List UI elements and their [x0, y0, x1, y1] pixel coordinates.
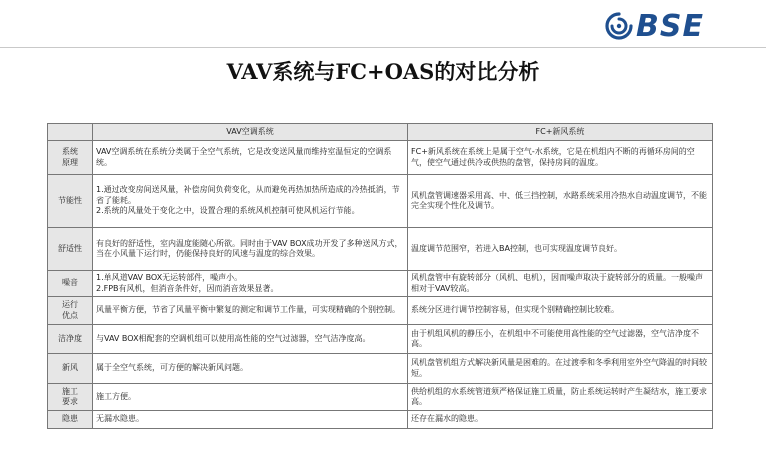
table-row [48, 325, 713, 354]
row-category: 隐患 [48, 411, 93, 429]
logo-text: BSE [636, 8, 704, 44]
table-row [48, 141, 713, 175]
row-fc: FC+新风系统在系统上是属于空气-水系统，它是在机组内不断的再循环房间的空气，使空气通过供冷或供热的盘管，保持房间的温度。 [408, 141, 713, 175]
table-row [48, 384, 713, 411]
row-fc: 供给机组的水系统管道须严格保证施工质量，防止系统运转时产生凝结水，施工要求高。 [408, 384, 713, 411]
bse-swirl-icon [604, 11, 634, 41]
row-vav: 有良好的舒适性，室内温度能随心所欲。同时由于VAV BOX成功开发了多种送风方式，当在小风量下运行时，仍能保持良好的风速与温度的综合效果。 [93, 228, 408, 271]
table-row [48, 411, 713, 429]
header-divider [0, 47, 766, 48]
row-category: 节能性 [48, 175, 93, 228]
row-vav: 无漏水隐患。 [93, 411, 408, 429]
row-vav: 1.单风道VAV BOX无运转部件，噪声小。 2.FPB有风机，但消音条件好，因而消音效果显著。 [93, 271, 408, 297]
row-vav: 1.通过改变房间送风量，补偿房间负荷变化，从而避免再热加热所造成的冷热抵消，节省了能耗。 2.系统的风量处于变化之中，设置合理的系统风机控制可使风机运行节能。 [93, 175, 408, 228]
row-fc: 风机盘管机组方式解决新风量是困难的。在过渡季和冬季利用室外空气降温的时间较短。 [408, 354, 713, 384]
row-vav: 属于全空气系统，可方便的解决新风问题。 [93, 354, 408, 384]
table-row [48, 354, 713, 384]
table-row [48, 297, 713, 325]
row-vav: 与VAV BOX相配套的空调机组可以使用高性能的空气过滤器，空气洁净度高。 [93, 325, 408, 354]
row-vav: 施工方便。 [93, 384, 408, 411]
table-row [48, 175, 713, 228]
row-fc: 还存在漏水的隐患。 [408, 411, 713, 429]
header-vav: VAV空调系统 [93, 124, 408, 141]
row-fc: 系统分区进行调节控制容易，但实现个别精确控制比较难。 [408, 297, 713, 325]
header-category [48, 124, 93, 141]
row-fc: 风机盘管调速器采用高、中、低三挡控制，水路系统采用冷热水自动温度调节，不能完全实现个性化及调节。 [408, 175, 713, 228]
row-fc: 风机盘管中有旋转部分（风机、电机），因而噪声取决于旋转部分的质量。一般噪声相对于VAV较高。 [408, 271, 713, 297]
row-category: 运行 优点 [48, 297, 93, 325]
row-fc: 由于机组风机的静压小，在机组中不可能使用高性能的空气过滤器，空气洁净度不高。 [408, 325, 713, 354]
comparison-table [47, 123, 713, 429]
table-row [48, 228, 713, 271]
row-category: 施工 要求 [48, 384, 93, 411]
table-header-row [48, 124, 713, 141]
row-vav: VAV空调系统在系统分类属于全空气系统，它是改变送风量而维持室温恒定的空调系统。 [93, 141, 408, 175]
row-category: 新风 [48, 354, 93, 384]
header-fc: FC+新风系统 [408, 124, 713, 141]
table-row [48, 271, 713, 297]
row-category: 系统 原理 [48, 141, 93, 175]
row-vav: 风量平衡方便，节省了风量平衡中繁复的测定和调节工作量，可实现精确的个别控制。 [93, 297, 408, 325]
row-category: 噪音 [48, 271, 93, 297]
slide-title: VAV系统与FC+OAS的对比分析 [226, 59, 540, 84]
row-fc: 温度调节范围窄，若进入BA控制，也可实现温度调节良好。 [408, 228, 713, 271]
row-category: 洁净度 [48, 325, 93, 354]
row-category: 舒适性 [48, 228, 93, 271]
brand-logo [604, 10, 704, 42]
